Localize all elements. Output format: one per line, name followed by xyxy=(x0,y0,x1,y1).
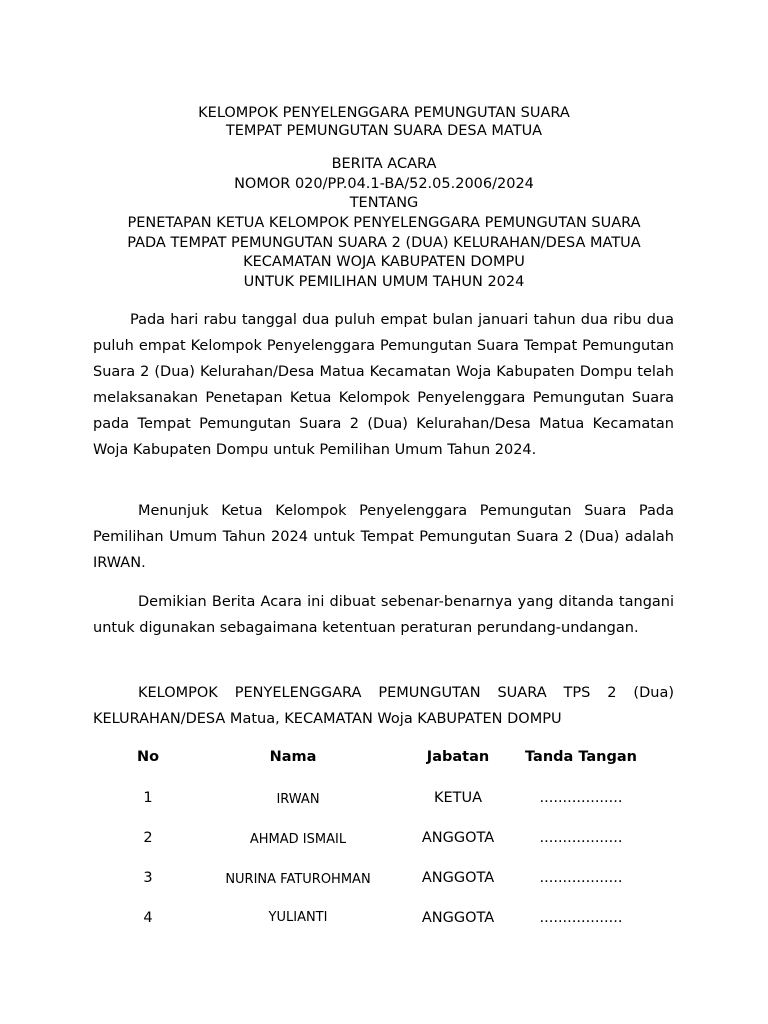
row-number: 3 xyxy=(143,870,153,886)
row-number: 2 xyxy=(143,830,153,846)
header-jabatan: Jabatan xyxy=(426,749,490,765)
signature-placeholder: .................. xyxy=(539,790,623,806)
member-name: AHMAD ISMAIL xyxy=(249,832,347,847)
org-title-line-1: KELOMPOK PENYELENGGARA PEMUNGUTAN SUARA xyxy=(198,105,570,121)
header-nama: Nama xyxy=(269,749,317,765)
opening-paragraph: Pada hari rabu tanggal dua puluh empat bulan januari tahun dua ribu dua puluh empat Kelompok Penyelenggara Pemungutan Suara Tempat Pemungutan Suara 2 (Dua) Kelurahan/Desa Matua Kecamatan Woja Kabupaten Dompu telah melaksanakan Penetapan Ketua Kelompok Penyelenggara Pemungutan Suara pada Tempat Pemungutan Suara 2 (Dua) Kelurahan/Desa Matua Kecamatan Woja Kabupaten Dompu untuk Pemilihan Umum Tahun 2024. xyxy=(93,312,674,458)
appointment-paragraph: Menunjuk Ketua Kelompok Penyelenggara Pemungutan Suara Pada Pemilihan Umum Tahun 2024 untuk Tempat Pemungutan Suara 2 (Dua) adalah IRWAN. xyxy=(93,503,674,571)
closing-paragraph: Demikian Berita Acara ini dibuat sebenar-benarnya yang ditanda tangani untuk digunakan sebagaimana ketentuan peraturan perundang-undangan. xyxy=(93,594,674,636)
subject-line-2: PADA TEMPAT PEMUNGUTAN SUARA 2 (DUA) KELURAHAN/DESA MATUA xyxy=(127,235,641,251)
member-position: ANGGOTA xyxy=(421,830,495,846)
about-label: TENTANG xyxy=(349,195,419,211)
header-no: No xyxy=(136,749,160,765)
member-name: YULIANTI xyxy=(268,910,328,925)
document-type: BERITA ACARA xyxy=(331,156,437,172)
subject-line-3: KECAMATAN WOJA KABUPATEN DOMPU xyxy=(243,254,525,270)
signature-placeholder: .................. xyxy=(539,870,623,886)
document-number: NOMOR 020/PP.04.1-BA/52.05.2006/2024 xyxy=(234,176,534,192)
member-name: IRWAN xyxy=(276,792,320,807)
member-position: KETUA xyxy=(433,790,483,806)
row-number: 4 xyxy=(143,910,153,926)
member-position: ANGGOTA xyxy=(421,910,495,926)
row-number: 1 xyxy=(143,790,153,806)
member-position: ANGGOTA xyxy=(421,870,495,886)
signature-placeholder: .................. xyxy=(539,910,623,926)
org-title-line-2: TEMPAT PEMUNGUTAN SUARA DESA MATUA xyxy=(225,123,543,139)
signature-placeholder: .................. xyxy=(539,830,623,846)
subject-line-1: PENETAPAN KETUA KELOMPOK PENYELENGGARA PEMUNGUTAN SUARA xyxy=(127,215,641,231)
header-tanda-tangan: Tanda Tangan xyxy=(525,749,637,765)
member-name: NURINA FATUROHMAN xyxy=(225,872,371,887)
committee-paragraph: KELOMPOK PENYELENGGARA PEMUNGUTAN SUARA TPS 2 (Dua) KELURAHAN/DESA Matua, KECAMATAN Woja KABUPATEN DOMPU xyxy=(93,685,674,727)
subject-line-4: UNTUK PEMILIHAN UMUM TAHUN 2024 xyxy=(243,274,525,290)
